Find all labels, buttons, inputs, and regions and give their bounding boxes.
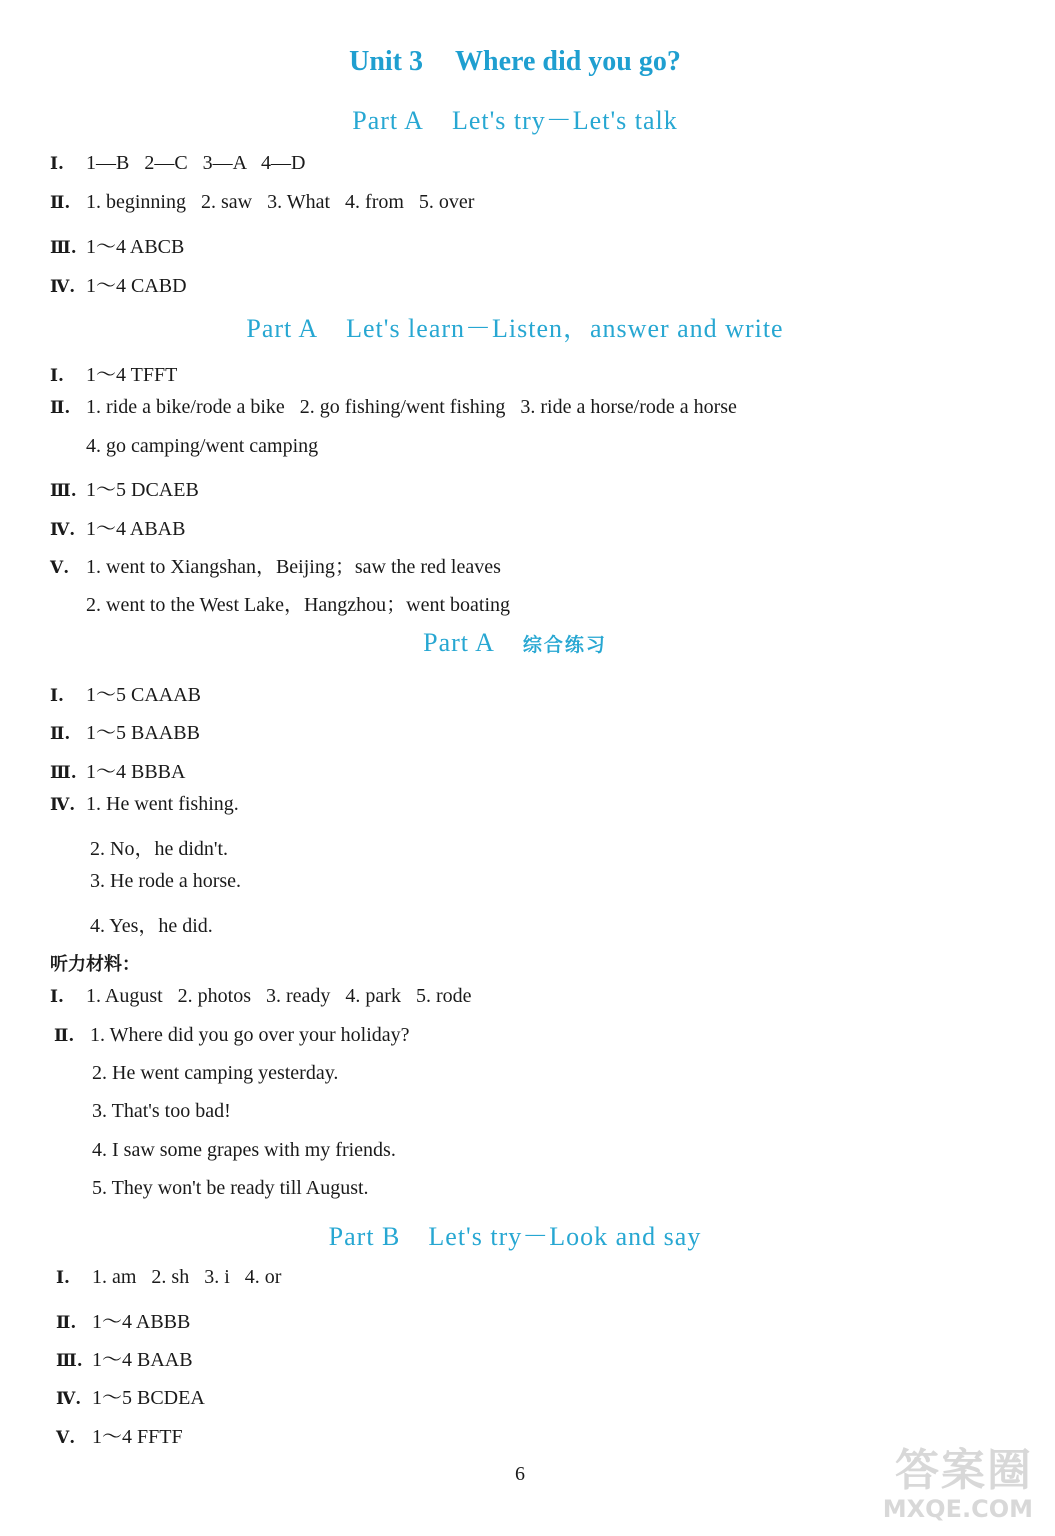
item-number: Ⅲ. — [50, 238, 77, 258]
section-heading — [0, 100, 1030, 137]
answer-line — [50, 512, 185, 541]
unit-title: Where did you go? — [455, 46, 681, 77]
watermark-logo — [853, 1446, 1033, 1526]
answer-text: 1. He went fishing. — [86, 793, 239, 815]
answer-line — [50, 269, 187, 298]
answer-text: 1～4 ABCB — [86, 236, 185, 258]
section-part: Part A — [352, 106, 424, 135]
answer-line — [56, 1100, 231, 1123]
answer-text: 4. I saw some grapes with my friends. — [92, 1139, 396, 1161]
page-number: 6 — [515, 1463, 525, 1485]
section-name: Let's try－Let's talk — [451, 106, 678, 135]
item-number: Ⅱ. — [56, 1313, 77, 1333]
page-title — [0, 46, 1030, 78]
answer-line — [56, 1381, 205, 1410]
answer-text: 1～4 TFFT — [86, 364, 178, 386]
item-number: Ⅳ. — [56, 1389, 82, 1409]
answer-line — [50, 152, 305, 175]
answer-line — [56, 1343, 193, 1372]
watermark-en: MXQE.COM — [882, 1495, 1033, 1523]
answer-text: 1～4 ABBB — [92, 1311, 191, 1333]
answer-line — [56, 1266, 281, 1289]
answer-line — [50, 191, 474, 214]
item-number: Ⅱ. — [50, 193, 71, 213]
answer-line — [54, 870, 241, 893]
answer-text: 5. They won't be ready till August. — [92, 1177, 369, 1199]
answer-text: 1—B 2—C 3—A 4—D — [86, 152, 306, 174]
answer-text: 4. go camping/went camping — [86, 435, 319, 457]
answer-line — [50, 550, 501, 579]
answer-line — [50, 230, 184, 259]
answer-text: 1. beginning 2. saw 3. What 4. from 5. over — [86, 191, 475, 213]
item-number: Ⅴ. — [50, 558, 70, 578]
item-number: Ⅲ. — [50, 763, 77, 783]
answer-text: 1～4 CABD — [86, 275, 187, 297]
item-number: Ⅲ. — [50, 481, 77, 501]
answer-text: 1. went to Xiangshan，Beijing；saw the red leaves — [86, 556, 501, 578]
answer-text: 4. Yes，he did. — [90, 915, 213, 937]
answer-line — [54, 909, 213, 938]
answer-text: 1～5 BCDEA — [92, 1387, 205, 1409]
unit-label: Unit 3 — [349, 46, 424, 77]
section-name: 综合练习 — [522, 634, 607, 656]
answer-line — [50, 396, 737, 419]
answer-text: 1～5 BAABB — [86, 722, 200, 744]
answer-text: 1. am 2. sh 3. i 4. or — [92, 1266, 282, 1288]
item-number: Ⅰ. — [50, 154, 64, 174]
item-number: Ⅱ. — [50, 724, 71, 744]
answer-line — [50, 755, 185, 784]
answer-line — [50, 985, 472, 1008]
section-name: Let's try－Look and say — [428, 1222, 702, 1251]
answer-text: 1. ride a bike/rode a bike 2. go fishing/went fishing 3. ride a horse/rode a horse — [86, 396, 737, 418]
item-number: Ⅱ. — [50, 398, 71, 418]
item-number: Ⅴ. — [56, 1428, 76, 1448]
section-part: Part B — [328, 1222, 401, 1251]
section-heading — [0, 308, 1030, 345]
item-number: Ⅳ. — [50, 520, 76, 540]
answer-line — [50, 678, 201, 707]
item-number: Ⅰ. — [50, 366, 64, 386]
item-number: Ⅰ. — [50, 686, 64, 706]
item-number: Ⅰ. — [50, 987, 64, 1007]
answer-line — [56, 1305, 190, 1334]
answer-line — [50, 435, 318, 458]
answer-line — [50, 588, 510, 617]
section-heading — [0, 628, 1030, 658]
answer-line — [56, 1177, 369, 1200]
answer-line — [54, 1024, 410, 1047]
answer-text: 1～4 FFTF — [92, 1426, 183, 1448]
answer-text: 2. No，he didn't. — [90, 838, 229, 860]
answer-line — [50, 358, 177, 387]
answer-text: 1. Where did you go over your holiday? — [90, 1024, 410, 1046]
item-number: Ⅱ. — [54, 1026, 75, 1046]
section-part: Part A — [423, 628, 495, 657]
item-number: Ⅳ. — [50, 277, 76, 297]
item-number: Ⅳ. — [50, 795, 76, 815]
answer-text: 1～4 BAAB — [92, 1349, 193, 1371]
item-number: Ⅰ. — [56, 1268, 70, 1288]
answer-text: 1～5 DCAEB — [86, 479, 199, 501]
section-heading — [0, 1216, 1030, 1253]
section-name: Let's learn－Listen，answer and write — [346, 314, 784, 343]
answer-text: 3. He rode a horse. — [90, 870, 242, 892]
answer-text: 3. That's too bad! — [92, 1100, 231, 1122]
answer-text: 2. went to the West Lake，Hangzhou；went boating — [86, 594, 511, 616]
answer-line — [56, 1139, 396, 1162]
answer-line — [50, 716, 200, 745]
answer-line — [56, 1062, 338, 1085]
answer-text: 2. He went camping yesterday. — [92, 1062, 339, 1084]
answer-line — [56, 1420, 183, 1449]
answer-text: 1～4 ABAB — [86, 518, 186, 540]
item-number: Ⅲ. — [56, 1351, 83, 1371]
answer-text: 1. August 2. photos 3. ready 4. park 5. rode — [86, 985, 472, 1007]
answer-line — [50, 793, 239, 816]
answer-text: 1～5 CAAAB — [86, 684, 202, 706]
answer-text: 1～4 BBBA — [86, 761, 186, 783]
answer-line — [50, 473, 199, 502]
listening-material-label: 听力材料： — [50, 954, 140, 975]
watermark-cn: 答案圈 — [895, 1445, 1033, 1496]
section-part: Part A — [246, 314, 319, 343]
answer-line — [54, 832, 228, 861]
